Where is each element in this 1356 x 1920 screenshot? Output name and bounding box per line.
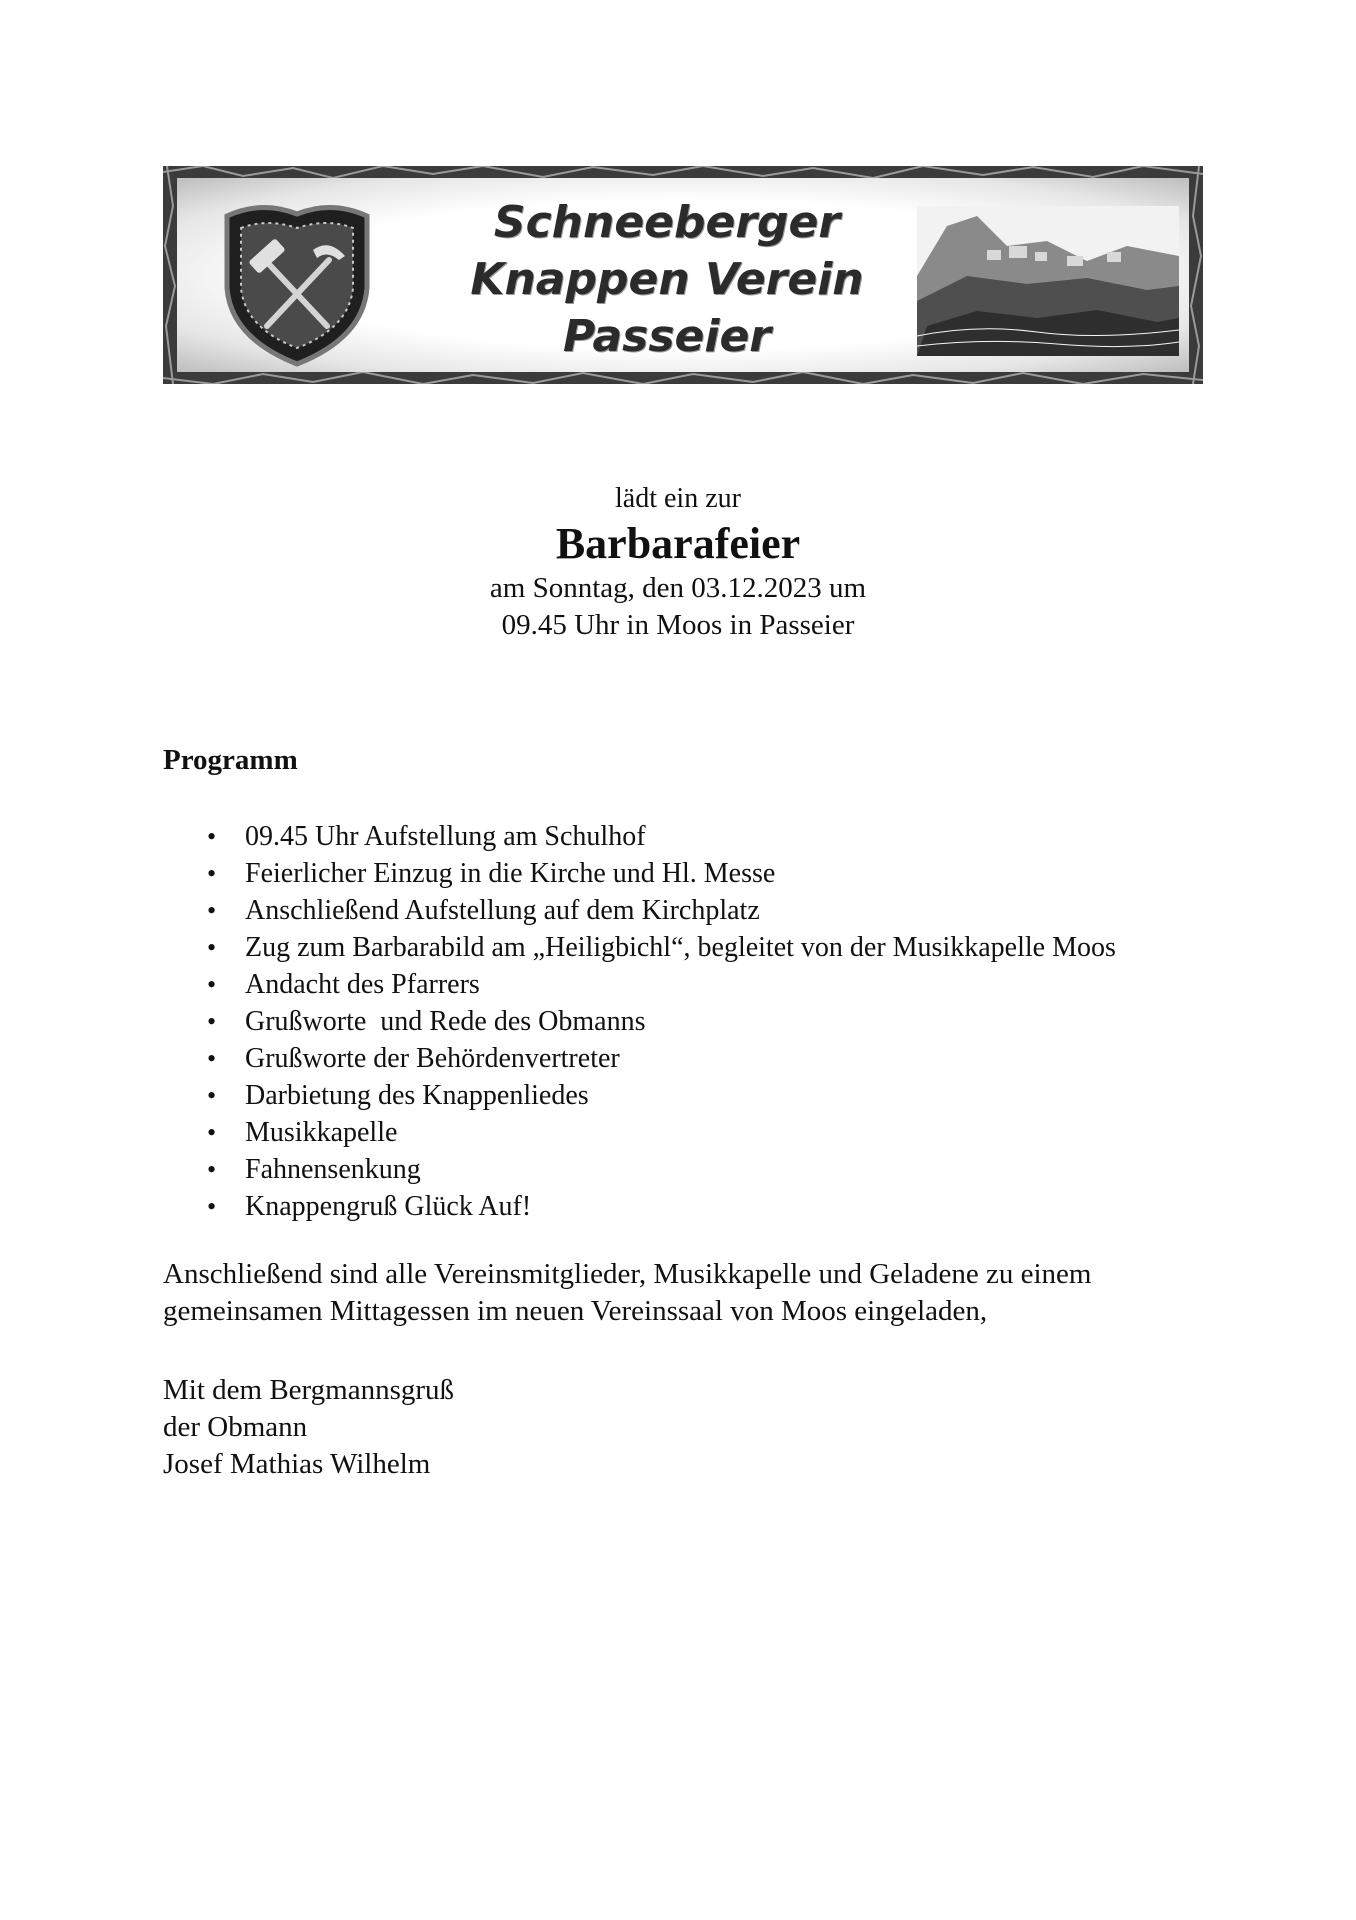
signature-name: Josef Mathias Wilhelm	[163, 1448, 431, 1480]
banner-title-line-2: Knappen Verein	[470, 254, 864, 305]
list-item-text: 09.45 Uhr Aufstellung am Schulhof	[245, 821, 646, 852]
club-banner	[163, 166, 1203, 384]
list-item	[163, 1188, 1213, 1225]
bullet: •	[207, 859, 217, 888]
list-item	[163, 1003, 1213, 1040]
event-date: am Sonntag, den 03.12.2023 um	[489, 572, 867, 604]
bullet: •	[207, 1007, 217, 1036]
banner-panel	[177, 178, 1189, 372]
bullet: •	[207, 1081, 217, 1110]
list-item	[163, 818, 1213, 855]
bullet: •	[207, 1118, 217, 1147]
program-list	[163, 818, 1213, 1225]
event-title: Barbarafeier	[555, 519, 801, 568]
crossed-hammer-and-pick-shield-icon	[217, 198, 377, 368]
list-item-text: Anschließend Aufstellung auf dem Kirchplatz	[245, 895, 760, 926]
program-heading: Programm	[163, 744, 298, 776]
signature-block	[163, 1372, 454, 1483]
bullet: •	[207, 822, 217, 851]
banner-title	[447, 194, 887, 365]
bullet: •	[207, 1044, 217, 1073]
list-item-text: Grußworte der Behördenvertreter	[245, 1043, 620, 1074]
list-item	[163, 855, 1213, 892]
list-item-text: Zug zum Barbarabild am „Heiligbichl“, begleitet von der Musikkapelle Moos	[245, 932, 1116, 963]
list-item	[163, 1077, 1213, 1114]
list-item-text: Grußworte und Rede des Obmanns	[245, 1006, 646, 1037]
signature-role: der Obmann	[163, 1411, 308, 1443]
list-item-text: Darbietung des Knappenliedes	[245, 1080, 589, 1111]
list-item	[163, 929, 1213, 966]
bullet: •	[207, 896, 217, 925]
list-item-text: Feierlicher Einzug in die Kirche und Hl. Messe	[245, 858, 776, 889]
list-item	[163, 1151, 1213, 1188]
list-item	[163, 1114, 1213, 1151]
invitation-intro: lädt ein zur	[615, 483, 741, 514]
mining-settlement-photo	[917, 206, 1179, 356]
bullet: •	[207, 970, 217, 999]
event-place: 09.45 Uhr in Moos in Passeier	[501, 609, 855, 641]
closing-paragraph: Anschließend sind alle Vereinsmitglieder, Musikkapelle und Geladene zu einem gemeinsamen Mittagessen im neuen Vereinssaal von Moos eingeladen,	[163, 1258, 1092, 1327]
list-item-text: Knappengruß Glück Auf!	[245, 1191, 532, 1222]
list-item	[163, 1040, 1213, 1077]
list-item	[163, 892, 1213, 929]
banner-title-line-3: Passeier	[563, 311, 771, 362]
banner-title-line-1: Schneeberger	[493, 197, 841, 248]
list-item	[163, 966, 1213, 1003]
bullet: •	[207, 933, 217, 962]
bullet: •	[207, 1192, 217, 1221]
list-item-text: Andacht des Pfarrers	[245, 969, 480, 1000]
list-item-text: Musikkapelle	[245, 1117, 398, 1148]
signature-greeting: Mit dem Bergmannsgruß	[163, 1374, 455, 1406]
list-item-text: Fahnensenkung	[245, 1154, 421, 1185]
bullet: •	[207, 1155, 217, 1184]
